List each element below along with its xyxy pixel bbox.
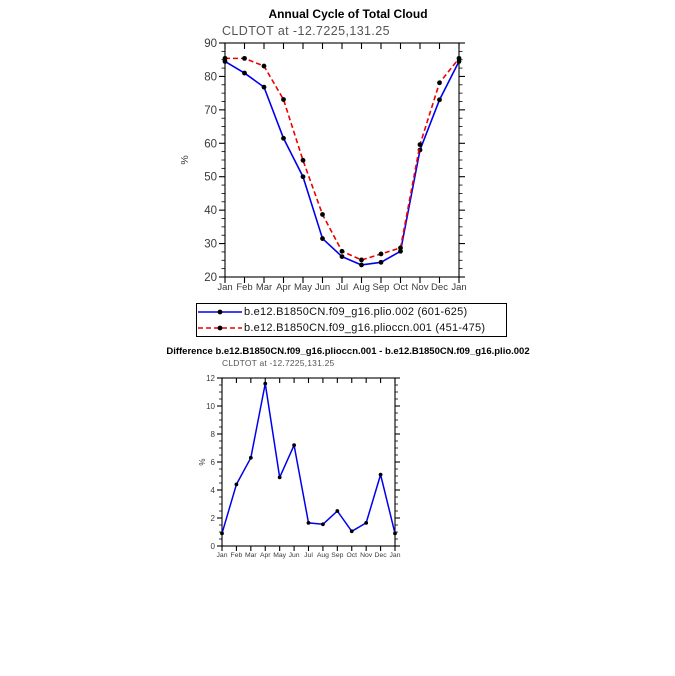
- chart2-subtitle: CLDTOT at -12.7225,131.25: [222, 358, 335, 368]
- y-tick-label: 12: [206, 373, 215, 383]
- y-tick-label: 40: [204, 205, 217, 218]
- x-tick-label: Dec: [431, 282, 448, 293]
- data-point-marker: [393, 532, 397, 536]
- x-tick-label: Oct: [346, 552, 358, 559]
- legend-label-plio002: b.e12.B1850CN.f09_g16.plio.002 (601-625): [244, 306, 468, 318]
- data-point-marker: [281, 136, 286, 141]
- x-tick-label: Sep: [372, 282, 390, 293]
- data-point-marker: [242, 56, 247, 61]
- x-tick-label: Jan: [216, 552, 228, 559]
- data-point-marker: [220, 532, 224, 536]
- series-line: [222, 384, 395, 534]
- y-tick-label: 60: [204, 138, 217, 151]
- data-point-marker: [437, 97, 442, 102]
- data-point-marker: [263, 382, 267, 386]
- x-tick-label: May: [273, 552, 287, 559]
- y-tick-label: 10: [206, 401, 215, 411]
- legend-entry-plio002: [197, 304, 506, 320]
- data-point-marker: [335, 509, 339, 513]
- x-tick-label: Feb: [230, 552, 243, 559]
- y-tick-label: 70: [204, 104, 217, 117]
- data-point-marker: [262, 85, 267, 90]
- data-point-marker: [321, 522, 325, 526]
- y-axis-label: %: [179, 155, 191, 165]
- y-tick-label: 4: [210, 485, 215, 495]
- x-tick-label: Aug: [316, 552, 329, 559]
- data-point-marker: [235, 483, 239, 487]
- chart2-title: Difference b.e12.B1850CN.f09_g16.plioccn.001 - b.e12.B1850CN.f09_g16.plio.002: [166, 346, 530, 357]
- y-tick-label: 0: [210, 541, 215, 551]
- legend-line-sample-solid: [197, 305, 244, 319]
- y-axis-label: %: [198, 458, 207, 466]
- x-tick-label: Apr: [276, 282, 291, 293]
- y-tick-label: 2: [210, 513, 215, 523]
- x-tick-label: Jan: [217, 282, 233, 293]
- x-tick-label: Apr: [259, 552, 271, 559]
- x-tick-label: Nov: [411, 282, 429, 293]
- data-point-marker: [418, 142, 423, 147]
- data-point-marker: [364, 521, 368, 525]
- legend-marker-icon: [218, 326, 223, 331]
- data-point-marker: [242, 71, 247, 76]
- x-tick-label: Jul: [335, 282, 349, 293]
- data-point-marker: [281, 97, 286, 102]
- data-point-marker: [301, 174, 306, 179]
- x-tick-label: Dec: [374, 552, 387, 559]
- legend-entry-plioccn001: [197, 320, 506, 336]
- x-tick-label: Oct: [393, 282, 408, 293]
- x-tick-label: Jan: [389, 552, 401, 559]
- x-tick-label: Feb: [236, 282, 253, 293]
- series-line: [225, 61, 459, 265]
- x-tick-label: Jun: [314, 282, 331, 293]
- data-point-marker: [359, 258, 364, 263]
- data-point-marker: [249, 456, 253, 460]
- annual-cycle-plot: [179, 38, 467, 293]
- data-point-marker: [398, 246, 403, 251]
- data-point-marker: [278, 476, 282, 480]
- y-tick-label: 20: [204, 272, 217, 285]
- data-point-marker: [320, 236, 325, 241]
- data-point-marker: [359, 263, 364, 268]
- data-point-marker: [223, 56, 228, 61]
- x-tick-label: Sep: [331, 552, 344, 559]
- data-point-marker: [379, 260, 384, 265]
- data-point-marker: [320, 212, 325, 217]
- chart1-subtitle: CLDTOT at -12.7225,131.25: [222, 24, 390, 38]
- x-tick-label: Jul: [304, 552, 313, 559]
- data-point-marker: [340, 249, 345, 254]
- data-point-marker: [307, 521, 311, 525]
- x-tick-label: Mar: [244, 552, 257, 559]
- x-tick-label: May: [294, 282, 312, 293]
- legend-label-plioccn001: b.e12.B1850CN.f09_g16.plioccn.001 (451-475): [244, 322, 486, 334]
- data-point-marker: [379, 473, 383, 477]
- legend-line-sample-dashed: [197, 321, 244, 335]
- plot-frame: [225, 43, 459, 277]
- x-tick-label: Mar: [255, 282, 273, 293]
- series-line: [225, 58, 459, 260]
- y-tick-label: 30: [204, 238, 217, 251]
- difference-plot: [198, 374, 401, 559]
- chart1-title: Annual Cycle of Total Cloud: [268, 7, 428, 21]
- data-point-marker: [350, 529, 354, 533]
- x-tick-label: Jun: [288, 552, 300, 559]
- data-point-marker: [340, 254, 345, 259]
- x-tick-label: Jan: [451, 282, 467, 293]
- y-tick-label: 50: [204, 171, 217, 184]
- data-point-marker: [457, 56, 462, 61]
- data-point-marker: [262, 64, 267, 69]
- y-tick-label: 90: [204, 38, 217, 51]
- data-point-marker: [292, 443, 296, 447]
- y-tick-label: 8: [210, 429, 215, 439]
- legend: [196, 303, 507, 337]
- legend-marker-icon: [218, 310, 223, 315]
- y-tick-label: 6: [210, 457, 215, 467]
- x-tick-label: Aug: [353, 282, 370, 293]
- data-point-marker: [437, 80, 442, 85]
- y-tick-label: 80: [204, 71, 217, 84]
- data-point-marker: [301, 158, 306, 163]
- data-point-marker: [379, 252, 384, 257]
- x-tick-label: Nov: [360, 552, 373, 559]
